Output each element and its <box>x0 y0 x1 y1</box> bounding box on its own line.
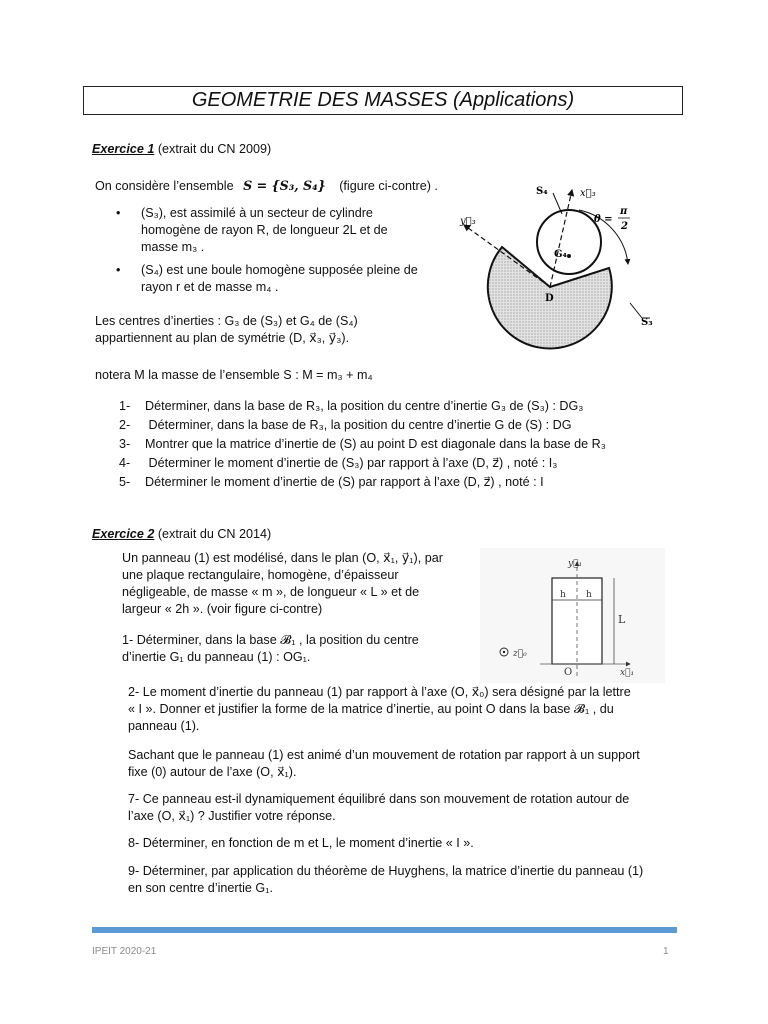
ex1-question-5: 5- Déterminer le moment d’inertie de (S) par rapport à l’axe (D, z⃗) , noté : I <box>119 475 544 489</box>
label-s3: S₃ <box>641 317 653 328</box>
label-x3: x⃗₃ <box>580 188 596 199</box>
ex2-heading: Exercice 2 <box>92 527 155 541</box>
label-pi: π <box>620 206 628 217</box>
ex2-question-7 <box>128 791 629 825</box>
ex1-intro <box>95 177 438 195</box>
ex2-context-line: Sachant que le panneau (1) est animé d’un mouvement de rotation par rapport à un support <box>128 748 640 762</box>
ex1-intro-text: On considère l’ensemble <box>95 179 234 193</box>
title-box <box>83 86 683 115</box>
ex1-question-1: 1- Déterminer, dans la base de R₃, la position du centre d’inertie G₃ de (S₃) : DG₃ <box>119 399 584 413</box>
footer-rule <box>92 927 677 933</box>
ex2-question-8: 8- Déterminer, en fonction de m et L, le moment d’inertie « I ». <box>128 836 474 850</box>
label-theta: θ = <box>594 214 613 225</box>
z0-dot <box>503 651 505 653</box>
ex1-bullet-1 <box>116 205 388 256</box>
label-L: L <box>618 613 626 626</box>
ex2-question-9 <box>128 863 643 897</box>
ex1-bullet-1-line: homogène de rayon R, de longueur 2L et de <box>141 223 388 237</box>
ex1-centers-line: appartiennent au plan de symétrie (D, x⃗₃, y⃗₃). <box>95 331 350 345</box>
ex2-intro-line: largeur « 2h ». (voir figure ci-contre) <box>122 602 323 616</box>
ex2-question-2 <box>128 684 631 735</box>
bullet-dot: • <box>116 263 121 277</box>
ball-s4-shape <box>537 210 601 274</box>
ex2-context <box>128 747 640 781</box>
ex1-bullet-2-line: rayon r et de masse m₄ . <box>141 280 279 294</box>
ex2-context-line: fixe (0) autour de l’axe (O, x⃗₁). <box>128 765 297 779</box>
ex1-heading-line <box>92 141 271 158</box>
ex2-question-7-line: 7- Ce panneau est-il dynamiquement équilibré dans son mouvement de rotation autour de <box>128 792 630 806</box>
footer-institution: IPEIT 2020-21 <box>92 946 157 957</box>
ex2-question-1-line: 1- Déterminer, dans la base 𝓑₁ , la position du centre <box>122 633 419 647</box>
s3-leader <box>630 303 642 318</box>
ex1-question-3: 3- Montrer que la matrice d’inertie de (S) au point D est diagonale dans la base de R₃ <box>119 437 606 451</box>
label-z0: z⃗₀ <box>513 649 527 659</box>
ex2-question-9-line: en son centre d’inertie G₁. <box>128 881 273 895</box>
s4-leader <box>553 193 562 214</box>
ex1-bullet-2 <box>116 262 418 296</box>
ex1-intro-fig: (figure ci-contre) . <box>339 179 438 193</box>
ex2-intro-line: une plaque rectangulaire, homogène, d’épaisseur <box>122 568 399 582</box>
ex2-question-9-line: 9- Déterminer, par application du théorème de Huyghens, la matrice d’inertie du panneau (1) <box>128 864 644 878</box>
label-d: D <box>545 293 554 304</box>
ex2-intro <box>122 550 443 618</box>
g4-point <box>567 254 571 258</box>
page-number: 1 <box>663 946 669 957</box>
ex2-question-2-line: panneau (1). <box>128 719 200 733</box>
ex2-question-2-line: 2- Le moment d’inertie du panneau (1) par rapport à l’axe (O, x⃗₀) sera désigné par la lettre <box>128 685 631 699</box>
ex1-centers <box>95 313 358 347</box>
ex1-centers-line: Les centres d’inerties : G₃ de (S₃) et G₄ de (S₄) <box>95 314 358 328</box>
bullet-dot: • <box>116 206 121 220</box>
ex2-heading-line <box>92 526 271 543</box>
ex1-bullet-2-line: (S₄) est une boule homogène supposée pleine de <box>141 263 418 277</box>
label-2: 2 <box>621 221 628 232</box>
ex2-question-1-line: d’inertie G₁ du panneau (1) : OG₁. <box>122 650 311 664</box>
ex1-question-4: 4- Déterminer le moment d’inertie de (S₃) par rapport à l’axe (D, z⃗) , noté : I₃ <box>119 456 558 470</box>
label-y3: y⃗₃ <box>460 216 476 227</box>
label-h2: h <box>586 590 592 600</box>
ex1-mass: notera M la masse de l’ensemble S : M = m₃ + m₄ <box>95 368 373 382</box>
label-g4: G₄ <box>554 249 567 260</box>
label-y1: y⃗₁ <box>568 559 583 569</box>
ex2-intro-line: Un panneau (1) est modélisé, dans le plan (O, x⃗₁, y⃗₁), par <box>122 551 443 565</box>
label-O: O <box>564 667 573 678</box>
ex2-figure <box>480 548 665 683</box>
page-title: GEOMETRIE DES MASSES (Applications) <box>191 89 575 111</box>
label-h1: h <box>560 590 566 600</box>
ex1-bullet-1-line: masse m₃ . <box>141 240 205 254</box>
ex2-intro-line: négligeable, de masse « m », de longueur « L » et de <box>122 585 420 599</box>
ex2-question-7-line: l’axe (O, x⃗₁) ? Justifier votre réponse. <box>128 809 336 823</box>
label-x1: x⃗₁ <box>620 668 635 678</box>
ex2-question-2-line: « I ». Donner et justifier la forme de la matrice d’inertie, au point O dans la base 𝓑₁ , du <box>128 702 614 716</box>
ex2-question-1 <box>122 632 419 666</box>
ex1-source: (extrait du CN 2009) <box>157 142 272 156</box>
ex1-figure <box>450 180 675 360</box>
ex2-source: (extrait du CN 2014) <box>157 527 272 541</box>
ex1-bullet-1-line: (S₃), est assimilé à un secteur de cylindre <box>141 206 373 220</box>
ex1-question-2: 2- Déterminer, dans la base de R₃, la position du centre d’inertie G de (S) : DG <box>119 418 572 432</box>
ex1-intro-math: S = {S₃, S₄} <box>243 178 326 193</box>
label-s4: S₄ <box>536 186 548 197</box>
ex1-heading: Exercice 1 <box>92 142 155 156</box>
